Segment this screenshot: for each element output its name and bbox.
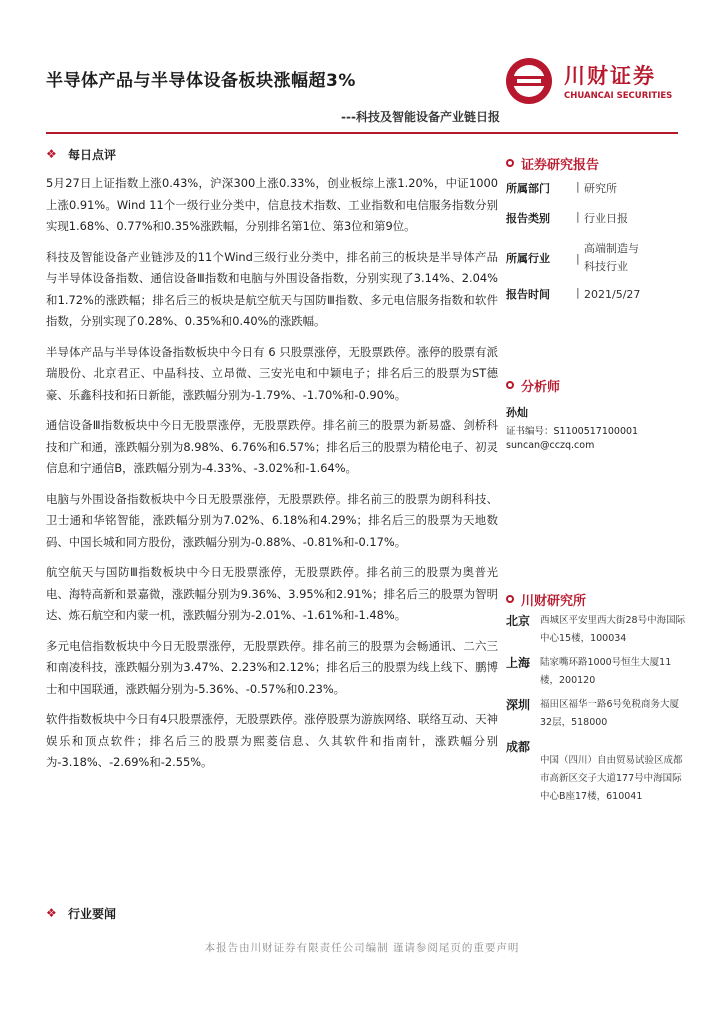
info-separator: | bbox=[576, 286, 580, 299]
office-entry bbox=[506, 654, 686, 690]
office-city: 北京 bbox=[506, 614, 531, 628]
info-row bbox=[506, 286, 686, 304]
paragraph: 软件指数板块中今日有4只股票涨停，无股票跌停。涨停股票为游族网络、联络互动、天神娱乐和顶点软件；排名后三的股票为熙菱信息、久其软件和指南针，涨跌幅分别为-3.18%、-2.69%和-2.55%。 bbox=[46, 712, 498, 769]
info-label: 所属部门 bbox=[506, 182, 550, 195]
ring-bullet-icon bbox=[506, 159, 514, 167]
paragraph: 通信设备Ⅲ指数板块中今日无股票涨停，无股票跌停。排名前三的股票为新易盛、剑桥科技和广和通，涨跌幅分别为8.98%、6.76%和6.57%；排名后三的股票为精伦电子、初灵信息和宁通信B，涨跌幅分别为-4.33%、-3.02%和-1.64%。 bbox=[46, 418, 498, 475]
office-city: 成都 bbox=[506, 740, 531, 754]
paragraph: 电脑与外围设备指数板块中今日无股票涨停，无股票跌停。排名前三的股票为朗科科技、卫士通和华铭智能，涨跌幅分别为7.02%、6.18%和4.29%；排名后三的股票为天地数码、中国长城和同方股份，涨跌幅分别为-0.88%、-0.81%和-0.17%。 bbox=[46, 491, 498, 549]
info-value: 2021/5/27 bbox=[584, 288, 641, 301]
main-content bbox=[46, 145, 498, 783]
info-value: 高端制造与科技行业 bbox=[584, 242, 639, 273]
paragraph: 5月27日上证指数上涨0.43%，沪深300上涨0.33%，创业板综上涨1.20%，中证1000上涨0.91%。Wind 11个一级行业分类中，信息技术指数、工业指数和电信服务指数分别实现1.68%、0.77%和0.35%涨跌幅，分别排名第1位、第3位和第9位。 bbox=[46, 176, 498, 233]
report-info-panel bbox=[506, 154, 686, 304]
office-city: 深圳 bbox=[506, 698, 531, 712]
paragraph: 多元电信指数板块中今日无股票涨停，无股票跌停。排名前三的股票为会畅通讯、二六三和南凌科技，涨跌幅分别为3.47%、2.23%和2.12%；排名后三的股票为线上线下、鹏博士和中国联通，涨跌幅分别为-5.36%、-0.57%和0.23%。 bbox=[46, 638, 498, 696]
analyst-name: 孙灿 bbox=[506, 406, 528, 419]
report-subtitle: ---科技及智能设备产业链日报 bbox=[341, 110, 500, 124]
diamond-bullet-icon: ❖ bbox=[46, 147, 57, 161]
info-label: 所属行业 bbox=[506, 252, 550, 265]
office-entry bbox=[506, 612, 686, 648]
info-separator: | bbox=[576, 251, 580, 265]
diamond-bullet-icon: ❖ bbox=[46, 906, 57, 920]
section-industry-news bbox=[46, 904, 116, 922]
report-title: 半导体产品与半导体设备板块涨幅超3% bbox=[46, 71, 356, 91]
section-daily-comment bbox=[46, 145, 498, 163]
info-row bbox=[506, 180, 686, 198]
section-title: 每日点评 bbox=[68, 147, 117, 162]
analyst-email: suncan@cczq.com bbox=[506, 440, 595, 451]
logo-text-en: CHUANCAI SECURITIES bbox=[564, 91, 673, 101]
footer-disclaimer: 本报告由川财证券有限责任公司编制 谨请参阅尾页的重要声明 bbox=[204, 942, 520, 954]
office-entry bbox=[506, 696, 686, 732]
analyst-panel bbox=[506, 376, 686, 451]
office-address: 西城区平安里西大街28号中海国际中心15楼，100034 bbox=[540, 615, 686, 644]
ring-bullet-icon bbox=[506, 595, 514, 603]
info-row bbox=[506, 240, 686, 276]
office-city: 上海 bbox=[506, 656, 531, 670]
paragraph: 半导体产品与半导体设备指数板块中今日有 6 只股票涨停，无股票跌停。涨停的股票有派瑞股份、北京君正、中晶科技、立昂微、三安光电和中颖电子；排名后三的股票为ST德豪、乐鑫科技和拓日新能，涨跌幅分别为-1.79%、-1.70%和-0.90%。 bbox=[46, 344, 498, 402]
info-label: 报告时间 bbox=[506, 288, 550, 301]
company-logo bbox=[504, 56, 684, 106]
logo-text-cn: 川财证券 bbox=[564, 64, 656, 88]
info-separator: | bbox=[576, 180, 580, 193]
ring-bullet-icon bbox=[506, 381, 514, 389]
section-title: 行业要闻 bbox=[68, 906, 117, 921]
institute-heading: 川财研究所 bbox=[506, 590, 686, 608]
report-info-table bbox=[506, 180, 686, 304]
office-address: 中国（四川）自由贸易试验区成都市高新区交子大道177号中海国际中心B座17楼，610041 bbox=[540, 755, 683, 802]
info-separator: | bbox=[576, 210, 580, 223]
header-divider bbox=[46, 132, 678, 134]
info-value: 研究所 bbox=[584, 182, 617, 195]
report-info-heading: 证券研究报告 bbox=[506, 154, 686, 172]
research-institute-panel bbox=[506, 590, 686, 806]
office-address: 福田区福华一路6号免税商务大厦32层，518000 bbox=[540, 699, 680, 728]
info-value: 行业日报 bbox=[584, 212, 628, 225]
paragraph: 科技及智能设备产业链涉及的11个Wind三级行业分类中，排名前三的板块是半导体产品与半导体设备指数、通信设备Ⅲ指数和电脑与外围设备指数，分别实现了3.14%、2.04%和1.72%的涨跌幅；排名后三的板块是航空航天与国防Ⅲ指数、多元电信服务指数和软件指数，分别实现了0.28%、0.35%和0.40%的涨跌幅。 bbox=[46, 249, 498, 328]
analyst-cert: 证书编号：S1100517100001 bbox=[506, 426, 639, 437]
logo-badge-icon bbox=[504, 56, 554, 106]
info-row bbox=[506, 210, 686, 228]
office-entry bbox=[506, 738, 686, 806]
analyst-heading: 分析师 bbox=[506, 376, 686, 394]
office-address: 陆家嘴环路1000号恒生大厦11楼，200120 bbox=[540, 657, 672, 686]
info-label: 报告类别 bbox=[506, 212, 550, 225]
paragraph: 航空航天与国防Ⅲ指数板块中今日无股票涨停，无股票跌停。排名前三的股票为奥普光电、海特高新和景嘉微，涨跌幅分别为9.36%、3.95%和2.91%；排名后三的股票为智明达、炼石航空和内蒙一机，涨跌幅分别为-2.01%、-1.61%和-1.48%。 bbox=[46, 565, 498, 622]
